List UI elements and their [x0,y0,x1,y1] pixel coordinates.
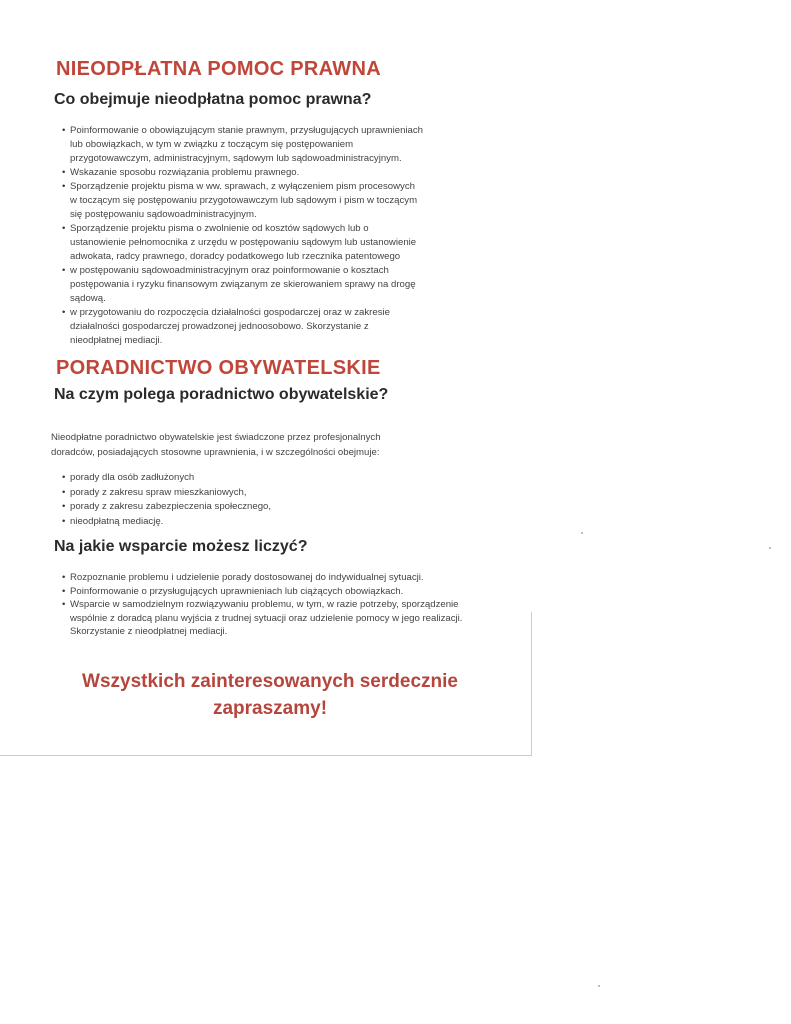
list-item-line: adwokata, radcy prawnego, doradcy podatkowego lub rzecznika patentowego [70,251,401,262]
list-item-line: • Poinformowanie o obowiązującym stanie prawnym, przysługujących uprawnieniach [70,125,424,136]
list-item-line: wspólnie z doradcą planu wyjścia z trudnej sytuacji oraz udzielenie pomocy w jego realizacji. [70,612,463,624]
civic-intro-line: doradców, posiadających stosowne uprawnienia, i w szczególności obejmuje: [51,447,380,458]
list-item-line: • Wsparcie w samodzielnym rozwiązywaniu problemu, w tym, w razie potrzeby, sporządzenie [70,599,459,610]
list-item [62,486,271,501]
list-item-line: ustanowienie pełnomocnika z urzędu w postępowaniu sądowym lub ustanowienie [70,237,417,248]
list-item [62,166,423,180]
list-item [62,571,462,585]
frame-border-right [531,612,532,756]
closing-line: Wszystkich zainteresowanych serdecznie [82,671,458,692]
list-item [62,471,271,486]
list-item-line: w toczącym się postępowaniu przygotowawczym lub sądowym i pism w toczącym [70,195,418,206]
list-item [62,180,423,222]
civic-intro-line: Nieodpłatne poradnictwo obywatelskie jest świadczone przez profesjonalnych [51,432,381,443]
list-item [62,598,462,639]
list-item-line: • Poinformowanie o przysługujących uprawnieniach lub ciążących obowiązkach. [70,585,404,597]
legal-aid-list [62,124,423,348]
closing-line: zapraszamy! [212,698,328,719]
support-subtitle: Na jakie wsparcie możesz liczyć? [54,538,308,555]
civic-advice-intro [51,430,451,460]
list-item-line: postępowania i ryzyku finansowym związanym ze skierowaniem sprawy na drogę [70,279,416,290]
civic-advice-subtitle: Na czym polega poradnictwo obywatelskie? [54,386,389,403]
civic-advice-title: PORADNICTWO OBYWATELSKIE [56,357,381,379]
list-item-line: • Sporządzenie projektu pisma o zwolnienie od kosztów sądowych lub o [70,223,369,234]
support-list [62,571,462,639]
list-item-line: przygotowawczym, administracyjnym, sądowym lub sądowoadministracyjnym. [70,153,402,164]
list-item [62,500,271,515]
list-item [62,306,423,348]
scan-speck [598,985,600,987]
scan-speck [769,547,771,549]
list-item-line: • porady z zakresu zabezpieczenia społecznego, [70,501,272,512]
list-item-line: • Rozpoznanie problemu i udzielenie porady dostosowanej do indywidualnej sytuacji. [70,572,424,583]
frame-border-bottom [0,755,532,756]
list-item [62,222,423,264]
list-item-line: • w przygotowaniu do rozpoczęcia działalności gospodarczej oraz w zakresie [70,307,390,318]
civic-advice-list [62,471,271,529]
list-item-line: • w postępowaniu sądowoadministracyjnym oraz poinformowanie o kosztach [70,265,389,276]
list-item-line: nieodpłatnej mediacji. [70,335,163,346]
list-item-line: się postępowaniu sądowoadministracyjnym. [70,209,257,220]
list-item-line: Skorzystanie z nieodpłatnej mediacji. [70,626,228,637]
list-item-line: lub obowiązkach, w tym w związku z toczącym się postępowaniem [70,139,354,150]
list-item-line: • Wskazanie sposobu rozwiązania problemu prawnego. [70,167,300,178]
list-item-line: działalności gospodarczej prowadzonej jednoosobowo. Skorzystanie z [70,321,369,332]
list-item [62,264,423,306]
list-item-line: • nieodpłatną mediację. [70,515,164,527]
list-item [62,515,271,530]
closing-invitation [40,668,500,722]
list-item-line: • porady z zakresu spraw mieszkaniowych, [70,486,247,498]
scan-speck [581,532,583,534]
list-item-line: • porady dla osób zadłużonych [70,472,195,483]
list-item [62,124,423,166]
list-item [62,585,462,599]
list-item-line: • Sporządzenie projektu pisma w ww. sprawach, z wyłączeniem pism procesowych [70,181,415,192]
list-item-line: sądową. [70,293,106,304]
legal-aid-subtitle: Co obejmuje nieodpłatna pomoc prawna? [54,91,372,108]
legal-aid-title: NIEODPŁATNA POMOC PRAWNA [56,58,381,80]
